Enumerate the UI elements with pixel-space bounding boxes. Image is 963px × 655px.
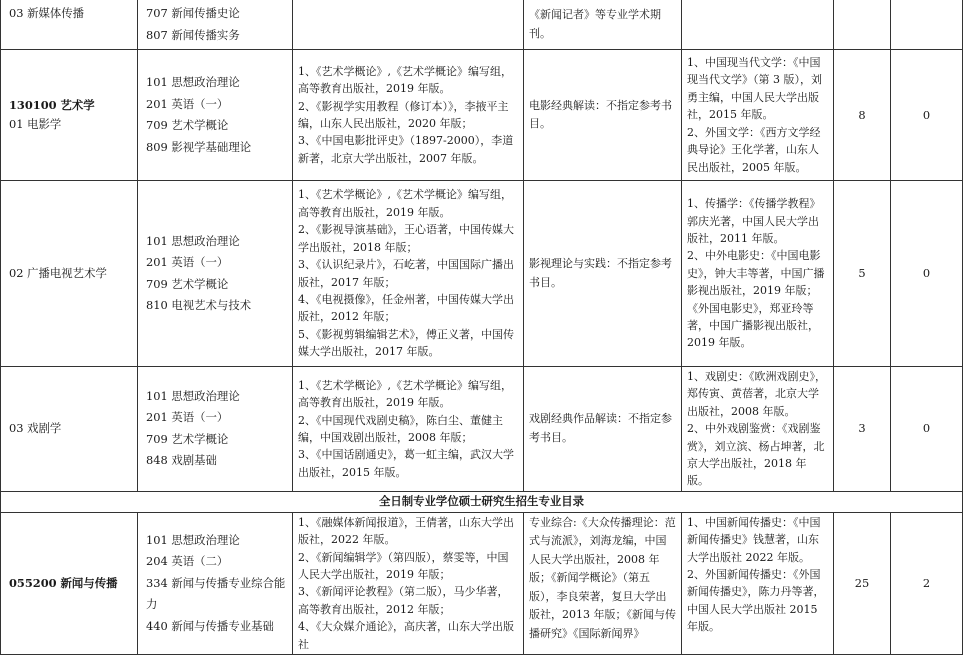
direction-cell (1, 0, 138, 50)
exempt-cell (891, 0, 963, 50)
subjects-cell: 101 思想政治理论 201 英语（一） 709 艺术学概论 809 影视学基础理论 (138, 50, 293, 181)
major-cell (1, 512, 138, 654)
extra-cell: 1、中国现当代文学：《中国现当代文学》（第 3 版），刘勇主编，中国人民大学出版社，2015 年版。 2、外国文学：《西方文学经典导论》王化学著，山东人民出版社，2005 年版。 (682, 50, 834, 181)
direction-label: 02 广播电视艺术学 (9, 266, 107, 280)
subjects-cell: 101 思想政治理论 204 英语（二） 334 新闻与传播专业综合能力 440 新闻与传播专业基础 (138, 512, 293, 654)
quota-cell: 5 (834, 181, 891, 367)
quota-cell: 8 (834, 50, 891, 181)
retest-cell: 戏剧经典作品解读：不指定参考书目。 (524, 367, 682, 492)
direction-label: 03 戏剧学 (9, 421, 62, 436)
direction-label: 03 新媒体传播 (9, 6, 85, 20)
books-cell: 1、《融媒体新闻报道》，王倩著，山东大学出版社，2022 年版。 2、《新闻编辑学》（第四版），蔡雯等，中国人民大学出版社，2019 年版； 3、《新闻评论教程》（第二版），马少华著，高等教育出版社，2012 年版； 4、《大众媒介通论》，高庆著，山东大学出版社 (293, 512, 524, 654)
subjects-cell: 707 新闻传播史论 807 新闻传播实务 (138, 0, 293, 50)
exempt-cell: 0 (891, 181, 963, 367)
table-row (1, 181, 963, 367)
extra-cell: 1、中国新闻传播史：《中国新闻传播史》钱慧著，山东大学出版社 2022 年版。 2、外国新闻传播史：《外国新闻传播史》，陈力丹等著，中国人民大学出版社 2015 年版。 (682, 512, 834, 654)
table-row (1, 512, 963, 654)
quota-cell (834, 0, 891, 50)
direction-cell (1, 181, 138, 367)
exempt-cell: 0 (891, 367, 963, 492)
quota-cell: 25 (834, 512, 891, 654)
subjects-cell: 101 思想政治理论 201 英语（一） 709 艺术学概论 848 戏剧基础 (138, 367, 293, 492)
retest-cell: 《新闻记者》等专业学术期刊。 (524, 0, 682, 50)
quota-cell: 3 (834, 367, 891, 492)
direction-cell (1, 367, 138, 492)
books-cell: 1、《艺术学概论》,《艺术学概论》编写组，高等教育出版社，2019 年版。 2、《影视学实用教程（修订本）》，李掖平主编，山东人民出版社，2020 年版； 3、《中国电影批评史》（1897-2000），李道新著，北京大学出版社，2007 年版。 (293, 50, 524, 181)
retest-cell: 影视理论与实践：不指定参考书目。 (524, 181, 682, 367)
books-cell (293, 0, 524, 50)
major-label: 130100 艺术学 (9, 98, 95, 112)
retest-cell: 专业综合:《大众传播理论：范式与流派》，刘海龙编，中国人民大学出版社，2008 年版；《新闻学概论》（第五版），李良荣著，复旦大学出版社，2013 年版；《新闻与传播研究》《国际新闻界》 (524, 512, 682, 654)
table-row (1, 0, 963, 50)
table-row (1, 50, 963, 181)
books-cell: 1、《艺术学概论》,《艺术学概论》编写组，高等教育出版社，2019 年版。 2、《影视导演基础》，王心语著，中国传媒大学出版社，2018 年版； 3、《认识纪录片》，石屹著，中国国际广播出版社，2017 年版； 4、《电视摄像》，任金州著，中国传媒大学出版社，2012 年版； 5、《影视剪辑编辑艺术》，傅正义著，中国传媒大学出版社，2017 年版。 (293, 181, 524, 367)
extra-cell: 1、传播学：《传播学教程》郭庆光著，中国人民大学出版社，2011 年版。 2、中外电影史：《中国电影史》，钟大丰等著，中国广播影视出版社，2019 年版；《外国电影史》，郑亚玲等著，中国广播影视出版社，2019 年版。 (682, 181, 834, 367)
major-label: 055200 新闻与传播 (9, 575, 118, 590)
exempt-cell: 2 (891, 512, 963, 654)
section-title: 全日制专业学位硕士研究生招生专业目录 (1, 491, 963, 512)
section-header-row (1, 491, 963, 512)
major-direction-cell (1, 50, 138, 181)
extra-cell: 1、戏剧史：《欧洲戏剧史》，郑传寅、黄蓓著，北京大学出版社，2008 年版。 2、中外戏剧鉴赏：《戏剧鉴赏》，刘立滨、杨占坤著，北京大学出版社，2018 年版。 (682, 367, 834, 492)
books-cell: 1、《艺术学概论》,《艺术学概论》编写组，高等教育出版社，2019 年版。 2、《中国现代戏剧史稿》，陈白尘、董健主编，中国戏剧出版社，2008 年版； 3、《中国话剧通史》，葛一虹主编，武汉大学出版社，2015 年版。 (293, 367, 524, 492)
direction-label: 01 电影学 (9, 117, 62, 131)
table-row (1, 367, 963, 492)
subjects-cell: 101 思想政治理论 201 英语（一） 709 艺术学概论 810 电视艺术与技术 (138, 181, 293, 367)
retest-cell: 电影经典解读：不指定参考书目。 (524, 50, 682, 181)
extra-cell (682, 0, 834, 50)
exempt-cell: 0 (891, 50, 963, 181)
